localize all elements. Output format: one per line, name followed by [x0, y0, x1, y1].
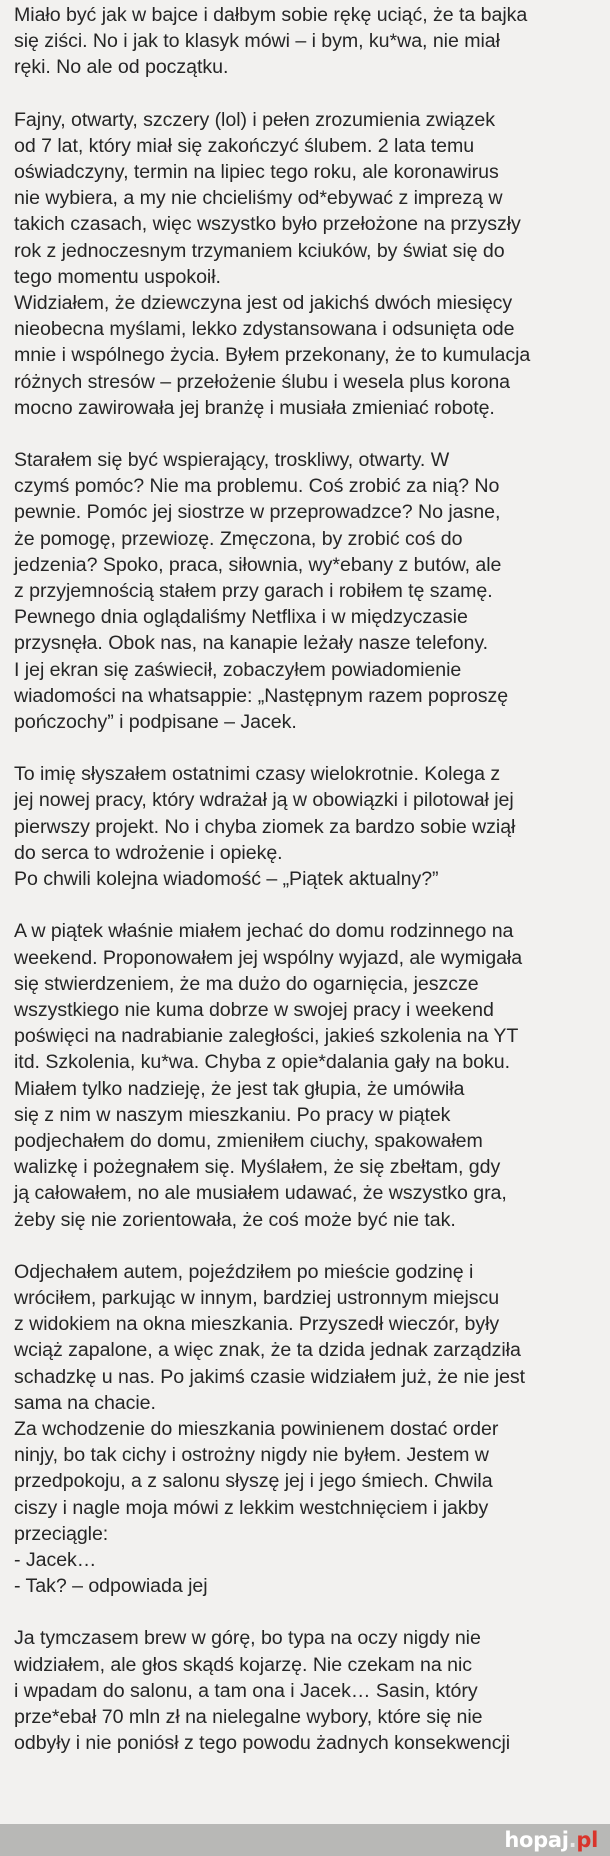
paragraph: [14, 447, 598, 735]
text-line: z przyjemnością stałem przy garach i robiłem tę szamę.: [14, 580, 493, 603]
text-line: do serca to wdrożenie i opiekę.: [14, 841, 283, 864]
paragraph: [14, 1259, 598, 1600]
text-line: nieobecna myślami, lekko zdystansowana i odsunięta ode: [14, 318, 515, 341]
text-line: ręki. No ale od początku.: [14, 56, 229, 79]
text-line: nie wybiera, a my nie chcieliśmy od*ebywać z imprezą w: [14, 187, 503, 210]
text-line: żeby się nie zorientowała, że coś może być nie tak.: [14, 1208, 456, 1231]
text-line: odbyły i nie poniósł z tego powodu żadnych konsekwencji: [14, 1732, 511, 1755]
text-line: widziałem, ale głos skądś kojarzę. Nie czekam na nic: [14, 1653, 473, 1676]
text-line: A w piątek właśnie miałem jechać do domu rodzinnego na: [14, 920, 514, 943]
text-line: ciszy i nagle moja mówi z lekkim westchnięciem i jakby: [14, 1496, 489, 1519]
paragraph: [14, 918, 598, 1232]
paragraph: [14, 761, 598, 892]
text-line: Widziałem, że dziewczyna jest od jakichś dwóch miesięcy: [14, 292, 513, 315]
text-line: Pewnego dnia oglądaliśmy Netflixa i w międzyczasie: [14, 606, 468, 629]
text-line: Miałem tylko nadzieję, że jest tak głupia, że umówiła: [14, 1077, 465, 1100]
text-line: tego momentu uspokoił.: [14, 265, 221, 288]
text-line: pierwszy projekt. No i chyba ziomek za bardzo sobie wziął: [14, 815, 516, 838]
text-line: pewnie. Pomóc jej siostrze w przeprowadzce? No jasne,: [14, 501, 501, 524]
paragraph: [14, 2, 598, 81]
text-line: ją całowałem, no ale musiałem udawać, że wszystko gra,: [14, 1182, 507, 1205]
text-line: i wpadam do salonu, a tam ona i Jacek… Sasin, który: [14, 1679, 478, 1702]
text-line: itd. Szkolenia, ku*wa. Chyba z opie*dalania gały na boku.: [14, 1051, 511, 1074]
text-line: takich czasach, więc wszystko było przełożone na przyszły: [14, 213, 521, 236]
text-line: różnych stresów – przełożenie ślubu i wesela plus korona: [14, 370, 511, 393]
story-text: [14, 2, 598, 1782]
paragraph: [14, 1625, 598, 1756]
text-line: poświęci na nadrabianie zaległości, jakieś szkolenia na YT: [14, 1025, 519, 1048]
text-line: wróciłem, parkując w innym, bardziej ustronnym miejscu: [14, 1286, 500, 1309]
text-line: schadzkę u nas. Po jakimś czasie widziałem już, że nie jest: [14, 1365, 526, 1388]
paragraph: [14, 107, 598, 421]
text-line: Za wchodzenie do mieszkania powinienem dostać order: [14, 1417, 499, 1440]
text-line: wiadomości na whatsappie: „Następnym razem poproszę: [14, 684, 509, 707]
text-line: się stwierdzeniem, że ma dużo do ogarnięcia, jeszcze: [14, 972, 479, 995]
text-line: rok z jednoczesnym trzymaniem kciuków, by świat się do: [14, 239, 505, 262]
text-line: - Jacek…: [14, 1548, 97, 1571]
text-line: mocno zawirowała jej branżę i musiała zmieniać robotę.: [14, 396, 495, 419]
text-line: Fajny, otwarty, szczery (lol) i pełen zrozumienia związek: [14, 108, 495, 131]
text-line: wszystkiego nie kuma dobrze w swojej pracy i weekend: [14, 998, 494, 1021]
text-line: ninjy, bo tak cichy i ostrożny nigdy nie byłem. Jestem w: [14, 1444, 489, 1467]
text-line: Miało być jak w bajce i dałbym sobie rękę uciąć, że ta bajka: [14, 4, 528, 26]
logo-dot: .: [568, 1828, 577, 1852]
text-line: Odjechałem autem, pojeździłem po mieście godzinę i: [14, 1260, 474, 1283]
text-line: sama na chacie.: [14, 1391, 156, 1414]
text-line: przysnęła. Obok nas, na kanapie leżały nasze telefony.: [14, 632, 488, 655]
text-line: walizkę i pożegnałem się. Myślałem, że się zbełtam, gdy: [14, 1156, 501, 1179]
text-line: się z nim w naszym mieszkaniu. Po pracy w piątek: [14, 1103, 451, 1126]
text-line: I jej ekran się zaświecił, zobaczyłem powiadomienie: [14, 658, 462, 681]
text-line: że pomogę, przewiozę. Zmęczona, by zrobić coś do: [14, 527, 463, 550]
text-line: Starałem się być wspierający, troskliwy, otwarty. W: [14, 449, 450, 472]
text-line: wciąż zapalone, a więc znak, że ta dzida jednak zarządziła: [14, 1339, 521, 1362]
text-line: podjechałem do domu, zmieniłem ciuchy, spakowałem: [14, 1129, 483, 1152]
text-line: Po chwili kolejna wiadomość – „Piątek aktualny?”: [14, 868, 439, 891]
text-line: jedzenia? Spoko, praca, siłownia, wy*ebany z butów, ale: [14, 553, 502, 576]
text-line: mnie i wspólnego życia. Byłem przekonany, że to kumulacja: [14, 344, 531, 367]
text-line: oświadczyny, termin na lipiec tego roku, ale koronawirus: [14, 161, 499, 184]
text-line: przedpokoju, a z salonu słyszę jej i jego śmiech. Chwila: [14, 1470, 493, 1493]
text-line: jej nowej pracy, który wdrażał ją w obowiązki i pilotował jej: [14, 789, 514, 812]
text-line: prze*ebał 70 mln zł na nielegalne wybory, które się nie: [14, 1705, 483, 1728]
footer-bar: [0, 1824, 610, 1856]
text-line: Ja tymczasem brew w górę, bo typa na oczy nigdy nie: [14, 1627, 481, 1650]
text-line: czymś pomóc? Nie ma problemu. Coś zrobić za nią? No: [14, 475, 500, 498]
text-line: weekend. Proponowałem jej wspólny wyjazd, ale wymigała: [14, 946, 523, 969]
text-line: z widokiem na okna mieszkania. Przyszedł wieczór, były: [14, 1313, 500, 1336]
logo-tld: pl: [576, 1828, 598, 1852]
logo-main: hopaj: [504, 1828, 569, 1852]
text-line: pończochy” i podpisane – Jacek.: [14, 711, 297, 734]
text-line: To imię słyszałem ostatnimi czasy wielokrotnie. Kolega z: [14, 763, 501, 786]
text-line: - Tak? – odpowiada jej: [14, 1575, 208, 1598]
site-logo[interactable]: [504, 1826, 598, 1854]
text-line: od 7 lat, który miał się zakończyć ślubem. 2 lata temu: [14, 134, 475, 157]
text-line: się ziści. No i jak to klasyk mówi – i bym, ku*wa, nie miał: [14, 30, 500, 53]
text-line: przeciągle:: [14, 1522, 109, 1545]
